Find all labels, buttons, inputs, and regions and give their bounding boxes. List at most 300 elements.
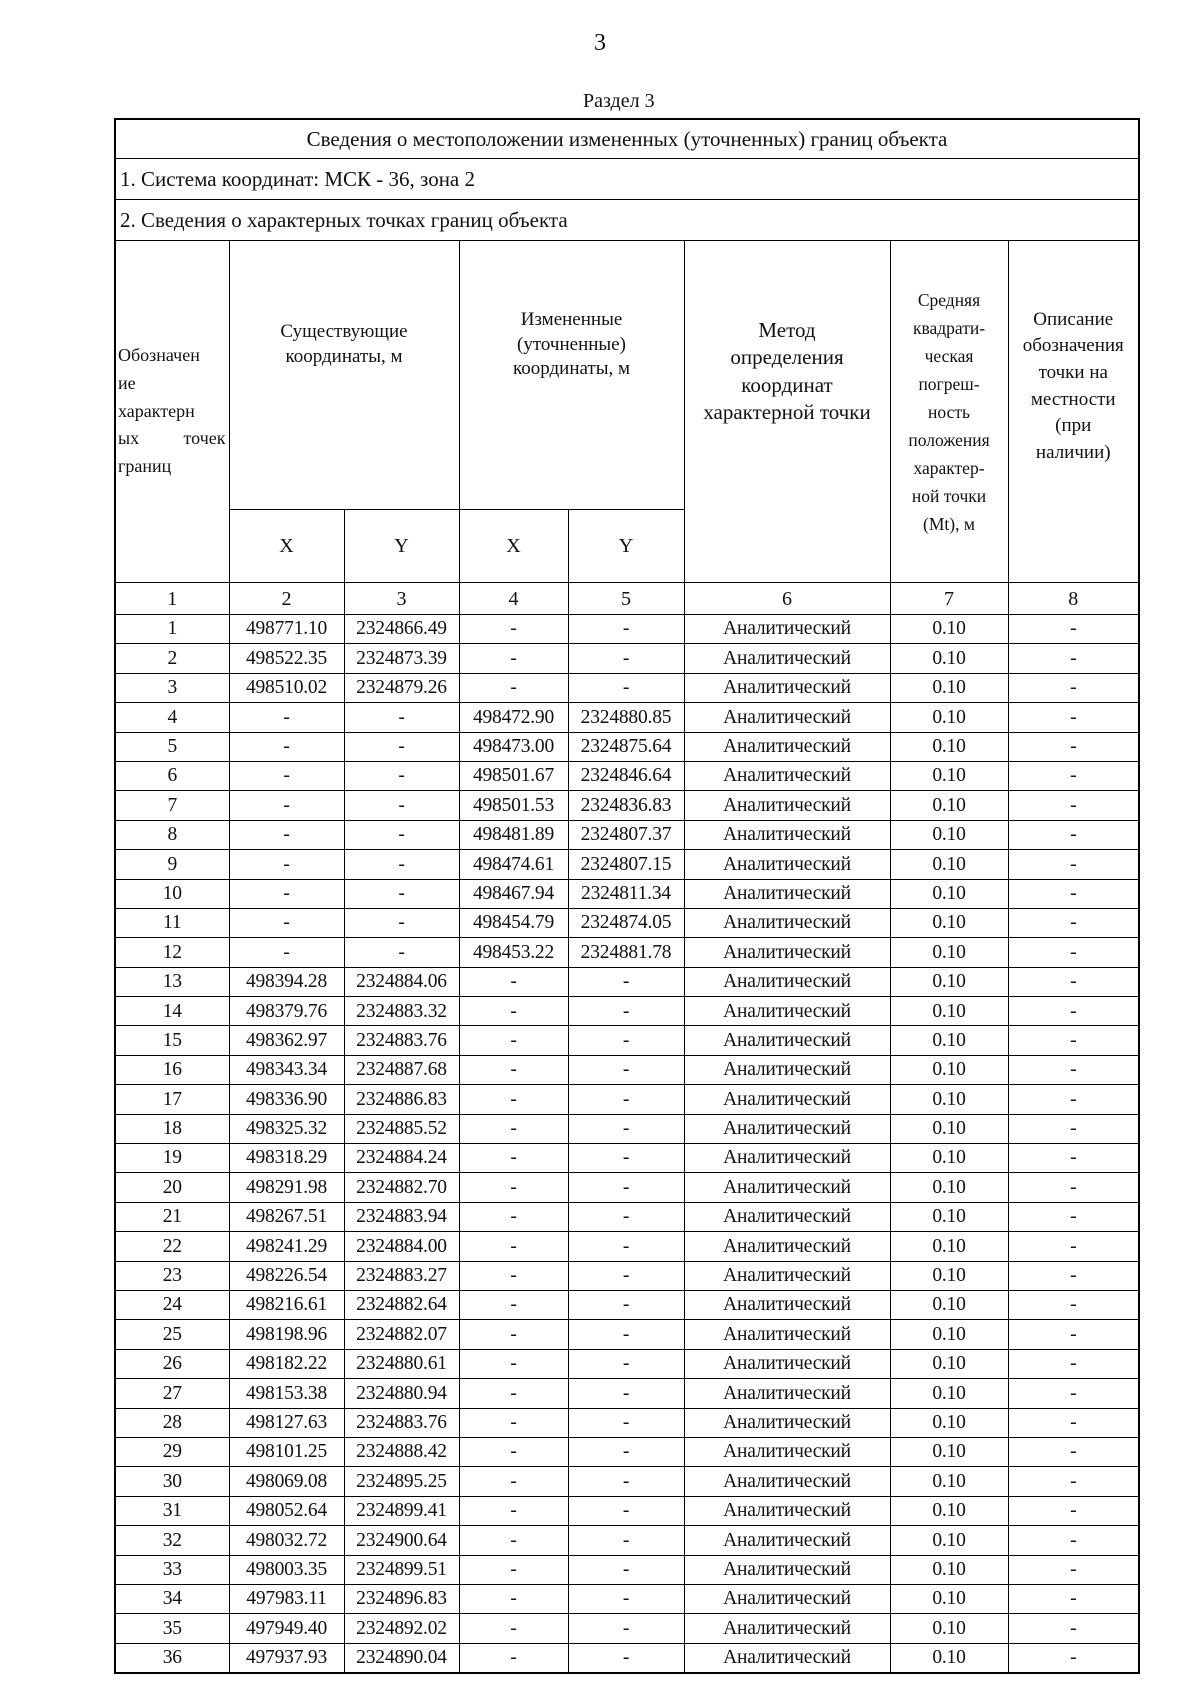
- method-cell: Аналитический: [684, 1643, 890, 1673]
- error-cell: 0.10: [890, 1408, 1008, 1437]
- existing-y-cell: 2324884.24: [344, 1144, 459, 1173]
- description-cell: -: [1008, 1144, 1139, 1173]
- existing-y-cell: 2324887.68: [344, 1055, 459, 1084]
- changed-x-cell: -: [459, 673, 568, 702]
- point-number-cell: 26: [115, 1349, 229, 1378]
- description-cell: -: [1008, 1379, 1139, 1408]
- existing-y-cell: 2324884.06: [344, 967, 459, 996]
- changed-x-cell: 498453.22: [459, 938, 568, 967]
- column-number: 7: [890, 583, 1008, 615]
- changed-x-cell: 498501.53: [459, 791, 568, 820]
- error-cell: 0.10: [890, 997, 1008, 1026]
- point-number-cell: 16: [115, 1055, 229, 1084]
- point-number-cell: 25: [115, 1320, 229, 1349]
- description-cell: -: [1008, 1114, 1139, 1143]
- table-row: [115, 1584, 1139, 1613]
- description-cell: -: [1008, 615, 1139, 644]
- existing-x-cell: 498182.22: [229, 1349, 344, 1378]
- existing-x-cell: 498522.35: [229, 644, 344, 673]
- existing-y-cell: 2324885.52: [344, 1114, 459, 1143]
- table-row: [115, 997, 1139, 1026]
- description-cell: -: [1008, 850, 1139, 879]
- description-cell: -: [1008, 732, 1139, 761]
- method-cell: Аналитический: [684, 1526, 890, 1555]
- changed-x-cell: 498473.00: [459, 732, 568, 761]
- changed-y-cell: -: [568, 1467, 684, 1496]
- existing-x-cell: 498216.61: [229, 1290, 344, 1319]
- method-cell: Аналитический: [684, 967, 890, 996]
- existing-x-cell: 498226.54: [229, 1261, 344, 1290]
- changed-x-cell: 498454.79: [459, 908, 568, 937]
- description-cell: -: [1008, 1320, 1139, 1349]
- point-number-cell: 36: [115, 1643, 229, 1673]
- point-number-cell: 5: [115, 732, 229, 761]
- changed-y-cell: -: [568, 1173, 684, 1202]
- changed-x-cell: -: [459, 1555, 568, 1584]
- existing-y-cell: -: [344, 820, 459, 849]
- method-cell: Аналитический: [684, 1379, 890, 1408]
- description-cell: -: [1008, 908, 1139, 937]
- method-cell: Аналитический: [684, 997, 890, 1026]
- description-cell: -: [1008, 1526, 1139, 1555]
- existing-y-cell: 2324883.76: [344, 1408, 459, 1437]
- error-cell: 0.10: [890, 1526, 1008, 1555]
- point-number-cell: 29: [115, 1437, 229, 1466]
- existing-y-cell: 2324899.41: [344, 1496, 459, 1525]
- header-mean-square-error: Средняя квадрати- ческая погреш- ность положения характер- ной точки (Mt), м: [890, 241, 1008, 583]
- error-cell: 0.10: [890, 967, 1008, 996]
- existing-y-cell: 2324888.42: [344, 1437, 459, 1466]
- changed-x-cell: 498472.90: [459, 703, 568, 732]
- existing-y-cell: 2324883.27: [344, 1261, 459, 1290]
- column-number: 2: [229, 583, 344, 615]
- table-row: [115, 1437, 1139, 1466]
- existing-x-cell: 498153.38: [229, 1379, 344, 1408]
- method-cell: Аналитический: [684, 703, 890, 732]
- changed-y-cell: -: [568, 1349, 684, 1378]
- column-number: 6: [684, 583, 890, 615]
- header-existing-y: Y: [344, 510, 459, 583]
- method-cell: Аналитический: [684, 1349, 890, 1378]
- existing-y-cell: 2324899.51: [344, 1555, 459, 1584]
- point-number-cell: 2: [115, 644, 229, 673]
- existing-x-cell: 498394.28: [229, 967, 344, 996]
- method-cell: Аналитический: [684, 820, 890, 849]
- existing-x-cell: 498343.34: [229, 1055, 344, 1084]
- existing-x-cell: 498032.72: [229, 1526, 344, 1555]
- existing-y-cell: -: [344, 761, 459, 790]
- existing-y-cell: -: [344, 703, 459, 732]
- table-title: Сведения о местоположении измененных (уточненных) границ объекта: [115, 119, 1139, 159]
- table-row: [115, 1261, 1139, 1290]
- description-cell: -: [1008, 1349, 1139, 1378]
- existing-y-cell: 2324882.64: [344, 1290, 459, 1319]
- description-cell: -: [1008, 1437, 1139, 1466]
- existing-x-cell: 498291.98: [229, 1173, 344, 1202]
- description-cell: -: [1008, 1467, 1139, 1496]
- method-cell: Аналитический: [684, 1202, 890, 1231]
- point-number-cell: 3: [115, 673, 229, 702]
- description-cell: -: [1008, 879, 1139, 908]
- method-cell: Аналитический: [684, 732, 890, 761]
- method-cell: Аналитический: [684, 1055, 890, 1084]
- column-number: 1: [115, 583, 229, 615]
- description-cell: -: [1008, 967, 1139, 996]
- error-cell: 0.10: [890, 1290, 1008, 1319]
- existing-x-cell: -: [229, 791, 344, 820]
- changed-x-cell: -: [459, 1349, 568, 1378]
- changed-x-cell: -: [459, 1643, 568, 1673]
- existing-x-cell: 498198.96: [229, 1320, 344, 1349]
- point-number-cell: 17: [115, 1085, 229, 1114]
- changed-y-cell: 2324811.34: [568, 879, 684, 908]
- existing-y-cell: 2324886.83: [344, 1085, 459, 1114]
- header-changed-coords: Измененные (уточненные) координаты, м: [459, 241, 684, 510]
- point-number-cell: 18: [115, 1114, 229, 1143]
- error-cell: 0.10: [890, 732, 1008, 761]
- changed-y-cell: -: [568, 1232, 684, 1261]
- table-row: [115, 850, 1139, 879]
- changed-y-cell: -: [568, 673, 684, 702]
- description-cell: -: [1008, 1173, 1139, 1202]
- description-cell: -: [1008, 791, 1139, 820]
- point-number-cell: 28: [115, 1408, 229, 1437]
- existing-x-cell: 498379.76: [229, 997, 344, 1026]
- table-row: [115, 967, 1139, 996]
- existing-y-cell: -: [344, 732, 459, 761]
- error-cell: 0.10: [890, 1085, 1008, 1114]
- column-number: 5: [568, 583, 684, 615]
- description-cell: -: [1008, 1614, 1139, 1643]
- error-cell: 0.10: [890, 1467, 1008, 1496]
- changed-x-cell: -: [459, 1379, 568, 1408]
- changed-y-cell: -: [568, 1408, 684, 1437]
- method-cell: Аналитический: [684, 908, 890, 937]
- changed-y-cell: -: [568, 1202, 684, 1231]
- point-number-cell: 4: [115, 703, 229, 732]
- changed-x-cell: -: [459, 967, 568, 996]
- method-cell: Аналитический: [684, 1555, 890, 1584]
- description-cell: -: [1008, 761, 1139, 790]
- changed-y-cell: -: [568, 1144, 684, 1173]
- description-cell: -: [1008, 997, 1139, 1026]
- boundary-points-table: [114, 118, 1140, 1674]
- method-cell: Аналитический: [684, 1320, 890, 1349]
- point-number-cell: 23: [115, 1261, 229, 1290]
- changed-x-cell: 498474.61: [459, 850, 568, 879]
- existing-y-cell: 2324883.94: [344, 1202, 459, 1231]
- error-cell: 0.10: [890, 1349, 1008, 1378]
- changed-x-cell: 498501.67: [459, 761, 568, 790]
- changed-y-cell: -: [568, 615, 684, 644]
- table-row: [115, 879, 1139, 908]
- point-number-cell: 14: [115, 997, 229, 1026]
- existing-x-cell: 498101.25: [229, 1437, 344, 1466]
- table-row: [115, 1290, 1139, 1319]
- table-row: [115, 820, 1139, 849]
- existing-y-cell: 2324879.26: [344, 673, 459, 702]
- changed-x-cell: -: [459, 1232, 568, 1261]
- column-number: 4: [459, 583, 568, 615]
- changed-y-cell: -: [568, 1085, 684, 1114]
- description-cell: -: [1008, 1026, 1139, 1055]
- error-cell: 0.10: [890, 850, 1008, 879]
- table-row: [115, 1467, 1139, 1496]
- method-cell: Аналитический: [684, 673, 890, 702]
- table-row: [115, 703, 1139, 732]
- existing-y-cell: 2324882.70: [344, 1173, 459, 1202]
- table-row: [115, 1408, 1139, 1437]
- error-cell: 0.10: [890, 1437, 1008, 1466]
- existing-x-cell: -: [229, 703, 344, 732]
- changed-x-cell: -: [459, 1144, 568, 1173]
- error-cell: 0.10: [890, 703, 1008, 732]
- error-cell: 0.10: [890, 1261, 1008, 1290]
- existing-y-cell: 2324866.49: [344, 615, 459, 644]
- existing-x-cell: 498241.29: [229, 1232, 344, 1261]
- table-row: [115, 1173, 1139, 1202]
- method-cell: Аналитический: [684, 1232, 890, 1261]
- points-section-header: 2. Сведения о характерных точках границ объекта: [115, 200, 1139, 241]
- changed-x-cell: -: [459, 997, 568, 1026]
- changed-x-cell: -: [459, 1467, 568, 1496]
- existing-x-cell: -: [229, 908, 344, 937]
- changed-x-cell: -: [459, 1614, 568, 1643]
- method-cell: Аналитический: [684, 850, 890, 879]
- existing-y-cell: 2324880.61: [344, 1349, 459, 1378]
- changed-x-cell: -: [459, 1320, 568, 1349]
- error-cell: 0.10: [890, 938, 1008, 967]
- existing-x-cell: 498003.35: [229, 1555, 344, 1584]
- method-cell: Аналитический: [684, 1467, 890, 1496]
- method-cell: Аналитический: [684, 791, 890, 820]
- existing-y-cell: -: [344, 879, 459, 908]
- error-cell: 0.10: [890, 1232, 1008, 1261]
- table-row: [115, 1202, 1139, 1231]
- existing-y-cell: 2324882.07: [344, 1320, 459, 1349]
- description-cell: -: [1008, 1643, 1139, 1673]
- point-number-cell: 34: [115, 1584, 229, 1613]
- description-cell: -: [1008, 938, 1139, 967]
- description-cell: -: [1008, 1584, 1139, 1613]
- existing-x-cell: 498127.63: [229, 1408, 344, 1437]
- header-changed-y: Y: [568, 510, 684, 583]
- table-row: [115, 644, 1139, 673]
- existing-y-cell: 2324883.76: [344, 1026, 459, 1055]
- existing-y-cell: -: [344, 938, 459, 967]
- changed-y-cell: -: [568, 1614, 684, 1643]
- point-number-cell: 35: [115, 1614, 229, 1643]
- changed-y-cell: 2324881.78: [568, 938, 684, 967]
- point-number-cell: 32: [115, 1526, 229, 1555]
- column-number: 8: [1008, 583, 1139, 615]
- error-cell: 0.10: [890, 1114, 1008, 1143]
- method-cell: Аналитический: [684, 1408, 890, 1437]
- point-number-cell: 24: [115, 1290, 229, 1319]
- existing-y-cell: 2324892.02: [344, 1614, 459, 1643]
- changed-y-cell: -: [568, 1320, 684, 1349]
- header-designation: Обозначен ие характерн ых точек границ: [115, 241, 229, 583]
- existing-x-cell: -: [229, 761, 344, 790]
- description-cell: -: [1008, 1202, 1139, 1231]
- point-number-cell: 33: [115, 1555, 229, 1584]
- table-row: [115, 1144, 1139, 1173]
- existing-y-cell: 2324873.39: [344, 644, 459, 673]
- error-cell: 0.10: [890, 879, 1008, 908]
- table-row: [115, 1379, 1139, 1408]
- changed-x-cell: -: [459, 1026, 568, 1055]
- table-row: [115, 1085, 1139, 1114]
- existing-x-cell: 498052.64: [229, 1496, 344, 1525]
- point-number-cell: 20: [115, 1173, 229, 1202]
- table-row: [115, 938, 1139, 967]
- point-number-cell: 6: [115, 761, 229, 790]
- method-cell: Аналитический: [684, 644, 890, 673]
- description-cell: -: [1008, 1555, 1139, 1584]
- point-number-cell: 21: [115, 1202, 229, 1231]
- changed-x-cell: -: [459, 615, 568, 644]
- changed-y-cell: -: [568, 1496, 684, 1525]
- existing-x-cell: -: [229, 732, 344, 761]
- point-number-cell: 10: [115, 879, 229, 908]
- error-cell: 0.10: [890, 1555, 1008, 1584]
- method-cell: Аналитический: [684, 1114, 890, 1143]
- changed-x-cell: -: [459, 1584, 568, 1613]
- table-row: [115, 1496, 1139, 1525]
- point-number-cell: 9: [115, 850, 229, 879]
- existing-x-cell: 498325.32: [229, 1114, 344, 1143]
- error-cell: 0.10: [890, 1202, 1008, 1231]
- table-row: [115, 908, 1139, 937]
- header-existing-coords: Существующие координаты, м: [229, 241, 459, 510]
- point-number-cell: 11: [115, 908, 229, 937]
- point-number-cell: 31: [115, 1496, 229, 1525]
- changed-y-cell: 2324875.64: [568, 732, 684, 761]
- table-row: [115, 1614, 1139, 1643]
- description-cell: -: [1008, 1055, 1139, 1084]
- page-number: 3: [594, 30, 606, 56]
- error-cell: 0.10: [890, 1496, 1008, 1525]
- error-cell: 0.10: [890, 1144, 1008, 1173]
- changed-y-cell: -: [568, 1584, 684, 1613]
- column-numbers-row: [115, 583, 1139, 615]
- existing-x-cell: 498267.51: [229, 1202, 344, 1231]
- error-cell: 0.10: [890, 1614, 1008, 1643]
- changed-x-cell: -: [459, 1526, 568, 1555]
- header-method: Метод определения координат характерной точки: [684, 241, 890, 583]
- method-cell: Аналитический: [684, 1496, 890, 1525]
- changed-x-cell: -: [459, 1202, 568, 1231]
- error-cell: 0.10: [890, 644, 1008, 673]
- table-row: [115, 1114, 1139, 1143]
- existing-y-cell: 2324900.64: [344, 1526, 459, 1555]
- existing-y-cell: -: [344, 791, 459, 820]
- changed-y-cell: -: [568, 1643, 684, 1673]
- method-cell: Аналитический: [684, 1144, 890, 1173]
- table-row: [115, 732, 1139, 761]
- existing-y-cell: -: [344, 908, 459, 937]
- changed-y-cell: 2324807.37: [568, 820, 684, 849]
- point-number-cell: 12: [115, 938, 229, 967]
- changed-x-cell: -: [459, 1173, 568, 1202]
- existing-x-cell: -: [229, 820, 344, 849]
- point-number-cell: 30: [115, 1467, 229, 1496]
- changed-y-cell: -: [568, 644, 684, 673]
- error-cell: 0.10: [890, 1026, 1008, 1055]
- error-cell: 0.10: [890, 1379, 1008, 1408]
- changed-y-cell: 2324874.05: [568, 908, 684, 937]
- error-cell: 0.10: [890, 615, 1008, 644]
- point-number-cell: 13: [115, 967, 229, 996]
- method-cell: Аналитический: [684, 1437, 890, 1466]
- table-row: [115, 1526, 1139, 1555]
- table-row: [115, 1026, 1139, 1055]
- changed-y-cell: -: [568, 1026, 684, 1055]
- changed-x-cell: -: [459, 1114, 568, 1143]
- changed-x-cell: -: [459, 1408, 568, 1437]
- existing-x-cell: 498362.97: [229, 1026, 344, 1055]
- existing-x-cell: 497983.11: [229, 1584, 344, 1613]
- method-cell: Аналитический: [684, 615, 890, 644]
- description-cell: -: [1008, 1261, 1139, 1290]
- error-cell: 0.10: [890, 1584, 1008, 1613]
- error-cell: 0.10: [890, 761, 1008, 790]
- header-existing-x: X: [229, 510, 344, 583]
- changed-x-cell: -: [459, 1290, 568, 1319]
- description-cell: -: [1008, 644, 1139, 673]
- point-number-cell: 7: [115, 791, 229, 820]
- changed-y-cell: 2324807.15: [568, 850, 684, 879]
- existing-y-cell: 2324890.04: [344, 1643, 459, 1673]
- method-cell: Аналитический: [684, 1026, 890, 1055]
- header-point-description: Описание обозначения точки на местности (при наличии): [1008, 241, 1139, 583]
- description-cell: -: [1008, 703, 1139, 732]
- changed-x-cell: -: [459, 1055, 568, 1084]
- changed-x-cell: -: [459, 1261, 568, 1290]
- changed-x-cell: 498481.89: [459, 820, 568, 849]
- changed-y-cell: -: [568, 1055, 684, 1084]
- point-number-cell: 27: [115, 1379, 229, 1408]
- changed-x-cell: -: [459, 1496, 568, 1525]
- error-cell: 0.10: [890, 1055, 1008, 1084]
- error-cell: 0.10: [890, 908, 1008, 937]
- existing-x-cell: -: [229, 850, 344, 879]
- error-cell: 0.10: [890, 1320, 1008, 1349]
- existing-x-cell: 498771.10: [229, 615, 344, 644]
- point-number-cell: 22: [115, 1232, 229, 1261]
- method-cell: Аналитический: [684, 761, 890, 790]
- table-row: [115, 1232, 1139, 1261]
- existing-x-cell: 498510.02: [229, 673, 344, 702]
- changed-y-cell: 2324846.64: [568, 761, 684, 790]
- existing-x-cell: 497949.40: [229, 1614, 344, 1643]
- existing-y-cell: -: [344, 850, 459, 879]
- method-cell: Аналитический: [684, 1290, 890, 1319]
- changed-x-cell: -: [459, 1437, 568, 1466]
- changed-y-cell: 2324836.83: [568, 791, 684, 820]
- description-cell: -: [1008, 1408, 1139, 1437]
- description-cell: -: [1008, 1232, 1139, 1261]
- table-row: [115, 1349, 1139, 1378]
- changed-y-cell: -: [568, 1555, 684, 1584]
- table-row: [115, 1555, 1139, 1584]
- table-row: [115, 1320, 1139, 1349]
- existing-y-cell: 2324883.32: [344, 997, 459, 1026]
- header-changed-x: X: [459, 510, 568, 583]
- changed-x-cell: -: [459, 644, 568, 673]
- method-cell: Аналитический: [684, 1085, 890, 1114]
- error-cell: 0.10: [890, 820, 1008, 849]
